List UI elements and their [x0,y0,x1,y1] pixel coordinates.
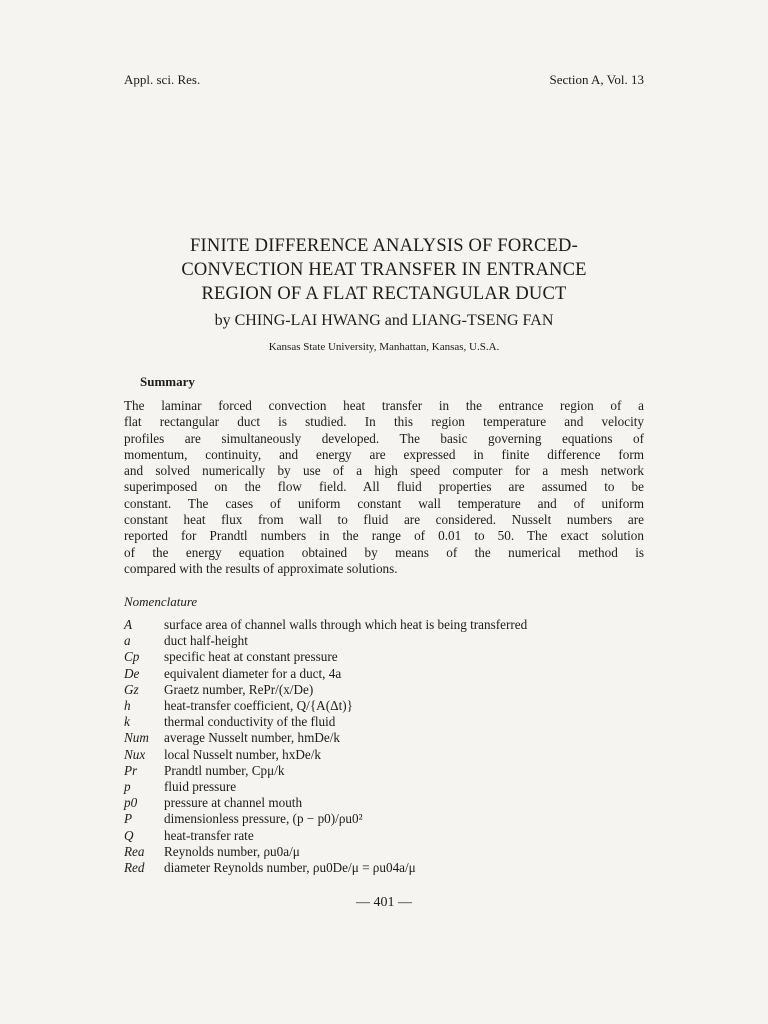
nomenclature-symbol: p [124,779,131,795]
nomenclature-row [124,860,654,876]
summary-line: The laminar forced convection heat transfer in the entrance region of a [124,398,644,413]
nomenclature-row [124,779,654,795]
nomenclature-row [124,649,654,665]
nomenclature-definition: equivalent diameter for a duct, 4a [164,665,342,681]
nomenclature-definition: local Nusselt number, hxDe/k [164,746,321,762]
nomenclature-definition: pressure at channel mouth [164,795,303,811]
summary-line: constant. The cases of uniform constant wall temperature and of uniform [124,495,644,511]
nomenclature-heading: Nomenclature [124,594,198,609]
summary-body [124,398,644,577]
nomenclature-definition: specific heat at constant pressure [164,649,338,665]
nomenclature-symbol: Red [124,860,145,876]
nomenclature-row [124,795,654,811]
summary-line: superimposed on the flow field. All fluid properties are assumed to be [124,479,644,495]
nomenclature-symbol: Nux [124,746,146,762]
nomenclature-definition: diameter Reynolds number, ρu0De/μ = ρu04a/μ [164,860,416,876]
nomenclature-row [124,763,654,779]
nomenclature-row [124,666,654,682]
summary-line: momentum, continuity, and energy are expressed in finite difference form [124,446,644,462]
nomenclature-row [124,698,654,714]
nomenclature-row [124,747,654,763]
nomenclature-symbol: a [124,633,131,649]
title-line: REGION OF A FLAT RECTANGULAR DUCT [201,284,567,304]
nomenclature-row [124,828,654,844]
affiliation: Kansas State University, Manhattan, Kansas, U.S.A. [268,341,500,353]
nomenclature-definition: Prandtl number, Cpμ/k [164,762,285,778]
page-number: — 401 — [356,895,412,910]
nomenclature-definition: heat-transfer rate [164,827,254,843]
nomenclature-definition: dimensionless pressure, (p − p0)/ρu0² [164,811,363,827]
nomenclature-symbol: De [124,665,140,681]
summary-line: constant heat flux from wall to fluid are considered. Nusselt numbers are [124,512,644,528]
nomenclature-symbol: k [124,714,130,730]
nomenclature-symbol: Rea [124,843,145,859]
nomenclature-symbol: A [124,617,133,632]
nomenclature-symbol: p0 [124,795,138,811]
nomenclature-row [124,633,654,649]
nomenclature-symbol: Q [124,827,134,843]
nomenclature-definition: thermal conductivity of the fluid [164,714,336,730]
authors: by CHING-LAI HWANG and LIANG-TSENG FAN [214,312,554,329]
nomenclature-symbol: P [124,811,133,827]
nomenclature-symbol: Gz [124,681,139,697]
nomenclature-definition: duct half-height [164,633,248,649]
nomenclature-list [124,617,654,876]
nomenclature-symbol: Cp [124,649,140,665]
nomenclature-row [124,844,654,860]
summary-line: profiles are simultaneously developed. The basic governing equations of [124,430,644,446]
nomenclature-definition: surface area of channel walls through which heat is being transferred [164,617,528,632]
nomenclature-definition: Graetz number, RePr/(x/De) [164,681,314,697]
nomenclature-row [124,714,654,730]
nomenclature-definition: Reynolds number, ρu0a/μ [164,843,300,859]
nomenclature-row [124,811,654,827]
paper-title [100,234,668,306]
nomenclature-definition: average Nusselt number, hmDe/k [164,730,340,746]
summary-line: and solved numerically by use of a high speed computer for a mesh network [124,463,644,479]
summary-line: compared with the results of approximate solutions. [124,560,398,576]
title-line: FINITE DIFFERENCE ANALYSIS OF FORCED- [190,236,578,256]
summary-line: flat rectangular duct is studied. In this region temperature and velocity [124,414,644,430]
nomenclature-row [124,617,654,633]
nomenclature-symbol: Num [124,730,149,746]
summary-line: of the energy equation obtained by means of the numerical method is [124,544,644,560]
nomenclature-definition: fluid pressure [164,779,237,795]
title-line: CONVECTION HEAT TRANSFER IN ENTRANCE [181,260,587,280]
nomenclature-symbol: h [124,698,131,714]
nomenclature-definition: heat-transfer coefficient, Q/{A(Δt)} [164,698,353,714]
nomenclature-row [124,730,654,746]
nomenclature-row [124,682,654,698]
summary-line: reported for Prandtl numbers in the range of 0.01 to 50. The exact solution [124,528,644,544]
summary-heading: Summary [140,374,195,389]
journal-name: Appl. sci. Res. [124,72,201,87]
nomenclature-symbol: Pr [124,762,138,778]
section-volume: Section A, Vol. 13 [549,72,644,87]
